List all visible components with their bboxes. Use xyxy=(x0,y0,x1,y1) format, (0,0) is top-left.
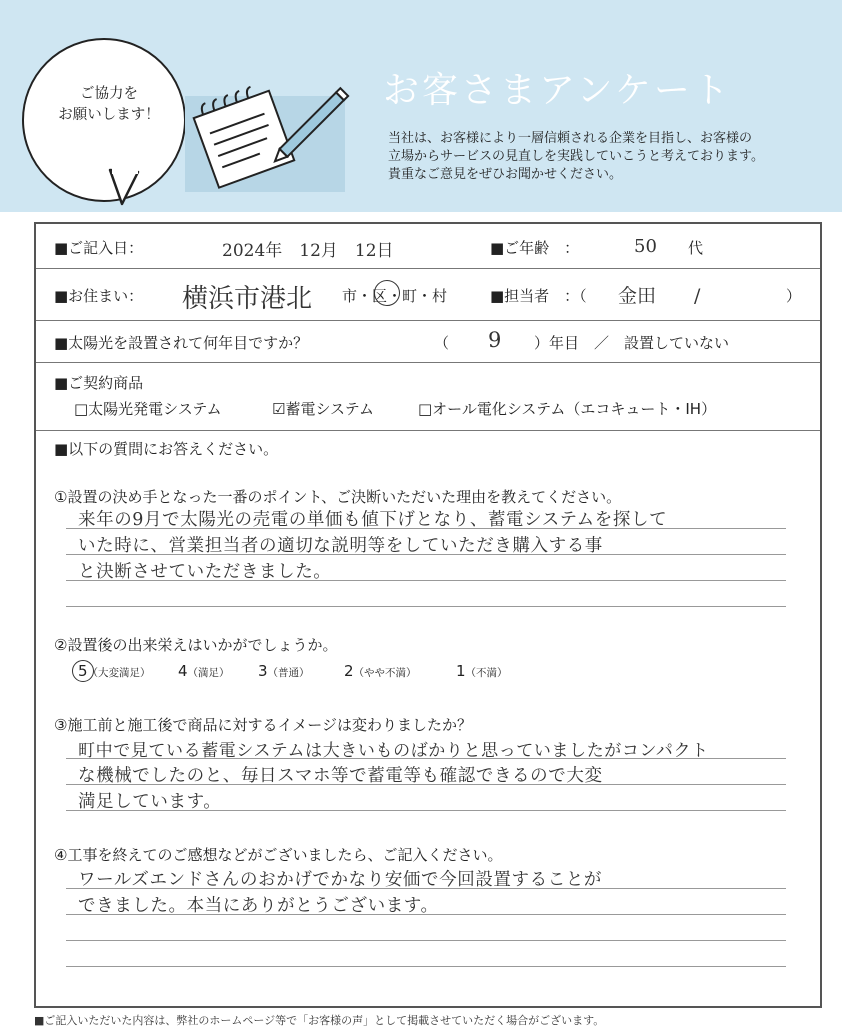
date-value[interactable]: 2024年 12月 12日 xyxy=(222,241,394,261)
rating-selected-circle xyxy=(72,660,94,682)
header-banner xyxy=(0,0,842,212)
row-address-staff xyxy=(36,268,820,321)
answer-line xyxy=(66,940,786,941)
address-label: ■お住まい： xyxy=(54,287,144,305)
answer-4-line-1[interactable]: ワールズエンドさんのおかげでかなり安価で今回設置することが xyxy=(78,870,603,890)
product-allelectric-checkbox[interactable]: □オール電化システム（エコキュート・IH） xyxy=(418,400,717,418)
intro-line-1: 当社は、お客様により一層信頼される企業を目指し、お客様の xyxy=(388,131,753,146)
years-open: （ xyxy=(434,334,450,352)
page-title: お客さまアンケート xyxy=(383,70,732,111)
rating-2-number: 2 xyxy=(344,662,354,680)
rating-4-label: （満足） xyxy=(187,667,230,679)
rating-2[interactable] xyxy=(344,662,417,680)
product-solar-checkbox[interactable]: □太陽光発電システム xyxy=(74,400,222,418)
row-date-age xyxy=(36,224,820,269)
answer-3-line-2[interactable]: な機械でしたのと、毎日スマホ等で蓄電等も確認できるので大変 xyxy=(78,766,603,786)
answer-4-line-2[interactable]: できました。本当にありがとうございます。 xyxy=(78,896,439,916)
rating-1-label: （不満） xyxy=(465,667,508,679)
answer-3-line-1[interactable]: 町中で見ている蓄電システムは大きいものばかりと思っていましたがコンパクト xyxy=(78,741,709,761)
speech-bubble-tail xyxy=(108,168,148,208)
footer-note: ■ご記入いただいた内容は、弊社のホームページ等で「お客様の声」として掲載させていただく場合がございます。 xyxy=(34,1014,605,1027)
question-1: ①設置の決め手となった一番のポイント、ご決断いただいた理由を教えてください。 xyxy=(54,488,622,506)
rating-1-number: 1 xyxy=(456,662,466,680)
survey-form xyxy=(34,222,822,1008)
staff-label: ■担当者 ：（ xyxy=(490,287,587,305)
rating-3-number: 3 xyxy=(258,662,268,680)
years-value[interactable]: 9 xyxy=(488,328,502,352)
rating-1[interactable] xyxy=(456,662,508,680)
years-suffix: ）年目 ／ 設置していない xyxy=(534,334,730,352)
bubble-line-1: ご協力を xyxy=(80,86,138,102)
intro-line-3: 貴重なご意見をぜひお聞かせください。 xyxy=(388,167,623,182)
years-question: ■太陽光を設置されて何年目ですか？ xyxy=(54,334,309,352)
rating-2-label: （やや不満） xyxy=(353,667,417,679)
row-products xyxy=(36,362,820,431)
answer-1-line-2[interactable]: いた時に、営業担当者の適切な説明等をしていただき購入する事 xyxy=(78,536,603,556)
bubble-line-2: お願いします！ xyxy=(58,107,160,123)
staff-value[interactable]: 金田 / xyxy=(618,285,701,307)
answer-3-line-3[interactable]: 満足しています。 xyxy=(78,792,222,812)
rating-4-number: 4 xyxy=(178,662,188,680)
rating-3[interactable] xyxy=(258,662,310,680)
rating-4[interactable] xyxy=(178,662,230,680)
rating-3-label: （普通） xyxy=(267,667,310,679)
age-unit: 代 xyxy=(688,239,704,257)
age-label: ■ご年齢 ： xyxy=(490,239,580,257)
row-years xyxy=(36,320,820,363)
address-suffix: 市・区・町・村 xyxy=(342,287,448,305)
answer-line xyxy=(66,966,786,967)
answer-line xyxy=(66,606,786,607)
questions-header: ■以下の質問にお答えください。 xyxy=(54,440,279,458)
rating-5-label: （大変満足） xyxy=(87,667,151,679)
rating-5-number: 5 xyxy=(78,662,88,680)
intro-line-2: 立場からサービスの見直しを実践していこうと考えております。 xyxy=(388,149,764,164)
product-label: ■ご契約商品 xyxy=(54,374,144,392)
notepad-pencil-icon xyxy=(185,82,350,192)
answer-1-line-3[interactable]: と決断させていただきました。 xyxy=(78,562,332,582)
answer-1-line-1[interactable]: 来年の9月で太陽光の売電の単価も値下げとなり、蓄電システムを探して xyxy=(78,510,668,530)
ward-circle-mark xyxy=(374,280,400,306)
question-3: ③施工前と施工後で商品に対するイメージは変わりましたか？ xyxy=(54,716,473,734)
bubble-text xyxy=(34,84,184,126)
intro-text xyxy=(388,130,828,184)
staff-close: ） xyxy=(786,287,802,305)
address-value[interactable]: 横浜市港北 xyxy=(182,284,313,314)
question-2: ②設置後の出来栄えはいかがでしょうか。 xyxy=(54,636,338,654)
age-value[interactable]: 50 xyxy=(634,236,657,257)
question-4: ④工事を終えてのご感想などがございましたら、ご記入ください。 xyxy=(54,846,503,864)
product-battery-checkbox[interactable]: ☑蓄電システム xyxy=(272,400,374,418)
date-label: ■ご記入日： xyxy=(54,239,144,257)
